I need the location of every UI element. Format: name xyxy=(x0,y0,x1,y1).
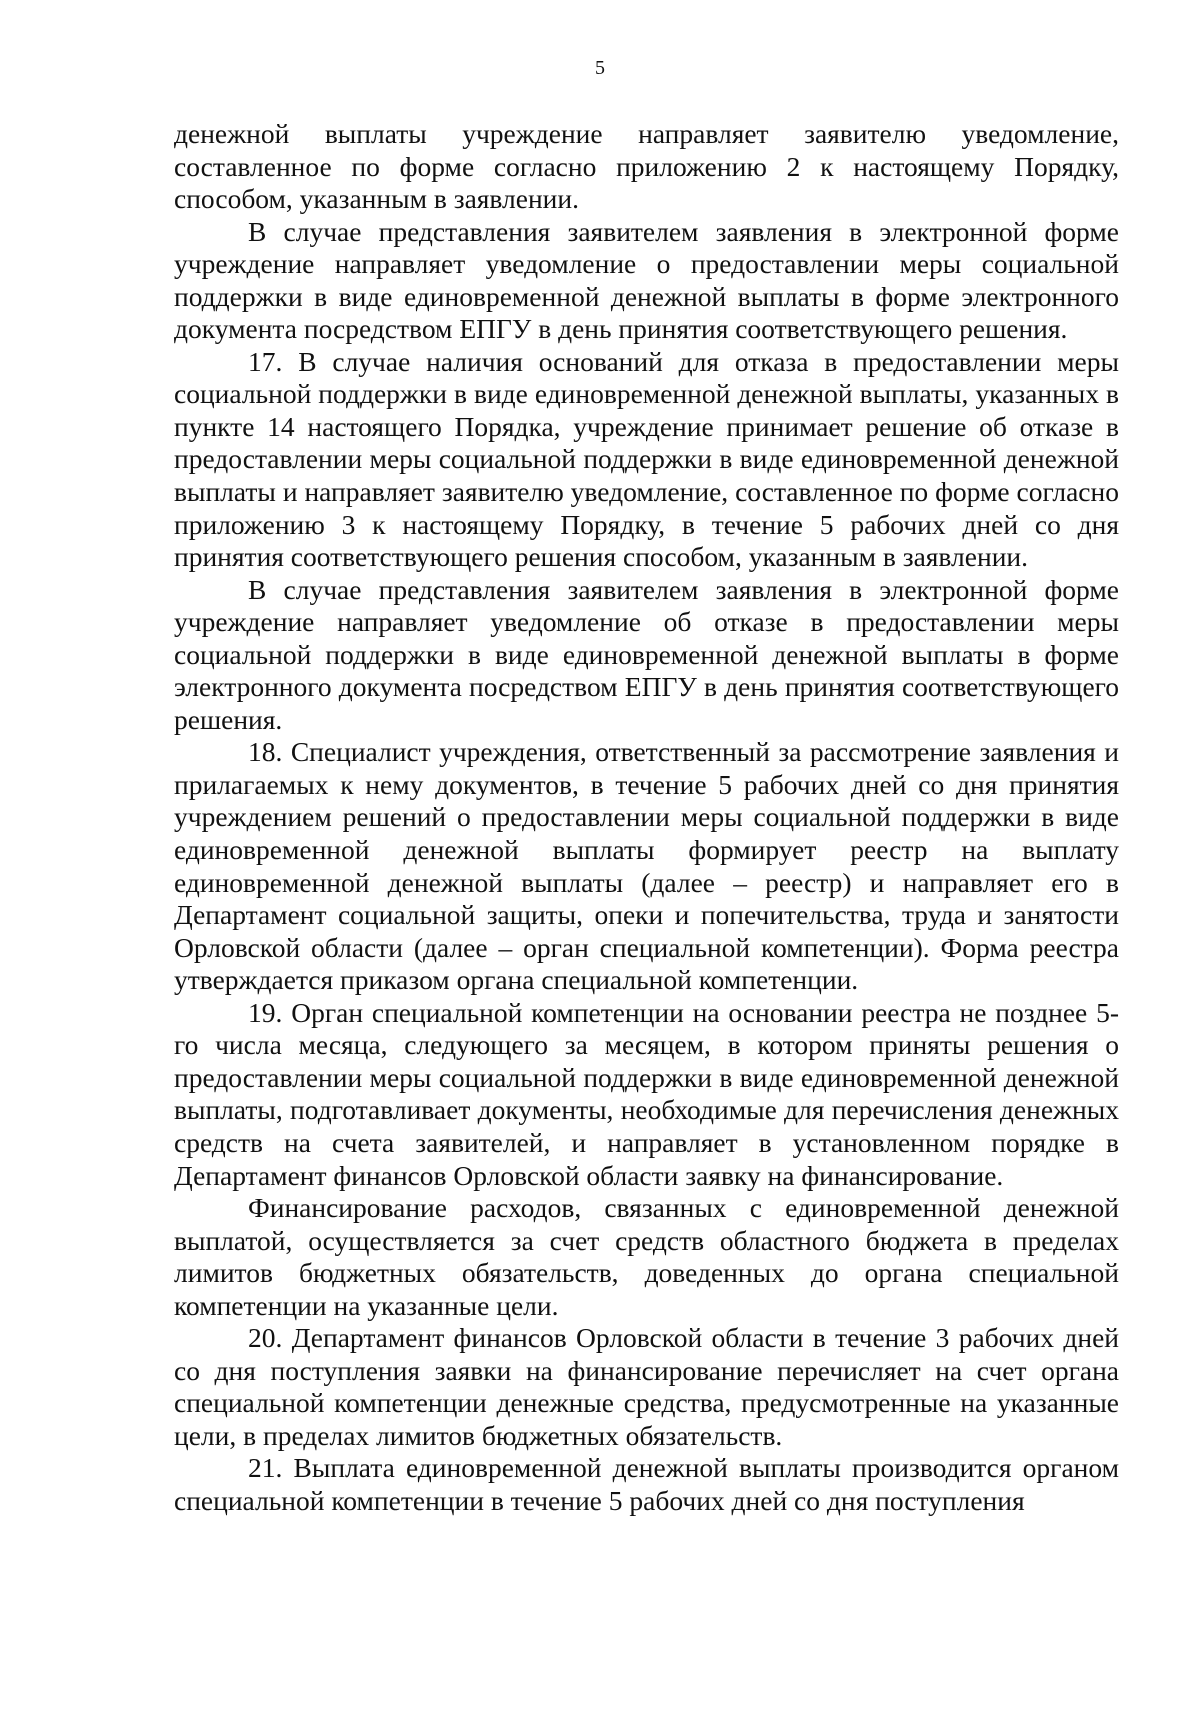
paragraph-electronic-refusal: В случае представления заявителем заявления в электронной форме учреждение направляет уведомление об отказе в предоставлении меры социальной поддержки в виде единовременной денежной выплаты в форме электронного документа посредством ЕПГУ в день принятия соответствующего решения. xyxy=(174,573,1119,735)
paragraph-item-20: 20. Департамент финансов Орловской области в течение 3 рабочих дней со дня поступления заявки на финансирование перечисляет на счет органа специальной компетенции денежные средства, предусмотренные на указанные цели, в пределах лимитов бюджетных обязательств. xyxy=(174,1322,1119,1451)
paragraph-item-17: 17. В случае наличия оснований для отказа в предоставлении меры социальной поддержки в виде единовременной денежной выплаты, указанных в пункте 14 настоящего Порядка, учреждение принимает решение об отказе в предоставлении меры социальной поддержки в виде единовременной денежной выплаты и направляет заявителю уведомление, составленное по форме согласно приложению 3 к настоящему Порядку, в течение 5 рабочих дней со дня принятия соответствующего решения способом, указанным в заявлении. xyxy=(174,345,1119,573)
paragraph-financing: Финансирование расходов, связанных с единовременной денежной выплатой, осуществляется за счет средств областного бюджета в пределах лимитов бюджетных обязательств, доведенных до органа специальной компетенции на указанные цели. xyxy=(174,1192,1119,1321)
paragraph-item-18: 18. Специалист учреждения, ответственный за рассмотрение заявления и прилагаемых к нему документов, в течение 5 рабочих дней со дня принятия учреждением решений о предоставлении меры социальной поддержки в виде единовременной денежной выплаты формирует реестр на выплату единовременной денежной выплаты (далее – реестр) и направляет его в Департамент социальной защиты, опеки и попечительства, труда и занятости Орловской области (далее – орган специальной компетенции). Форма реестра утверждается приказом органа специальной компетенции. xyxy=(174,736,1119,996)
paragraph-continuation: денежной выплаты учреждение направляет заявителю уведомление, составленное по форме согласно приложению 2 к настоящему Порядку, способом, указанным в заявлении. xyxy=(174,118,1119,215)
paragraph-item-21: 21. Выплата единовременной денежной выплаты производится органом специальной компетенции в течение 5 рабочих дней со дня поступления xyxy=(174,1452,1119,1516)
page-number: 5 xyxy=(595,57,605,79)
paragraph-item-19: 19. Орган специальной компетенции на основании реестра не позднее 5-го числа месяца, следующего за месяцем, в котором приняты решения о предоставлении меры социальной поддержки в виде единовременной денежной выплаты, подготавливает документы, необходимые для перечисления денежных средств на счета заявителей, и направляет в установленном порядке в Департамент финансов Орловской области заявку на финансирование. xyxy=(174,996,1119,1191)
document-body xyxy=(174,118,1119,1518)
paragraph-electronic-notice: В случае представления заявителем заявления в электронной форме учреждение направляет уведомление о предоставлении меры социальной поддержки в виде единовременной денежной выплаты в форме электронного документа посредством ЕПГУ в день принятия соответствующего решения. xyxy=(174,215,1119,345)
